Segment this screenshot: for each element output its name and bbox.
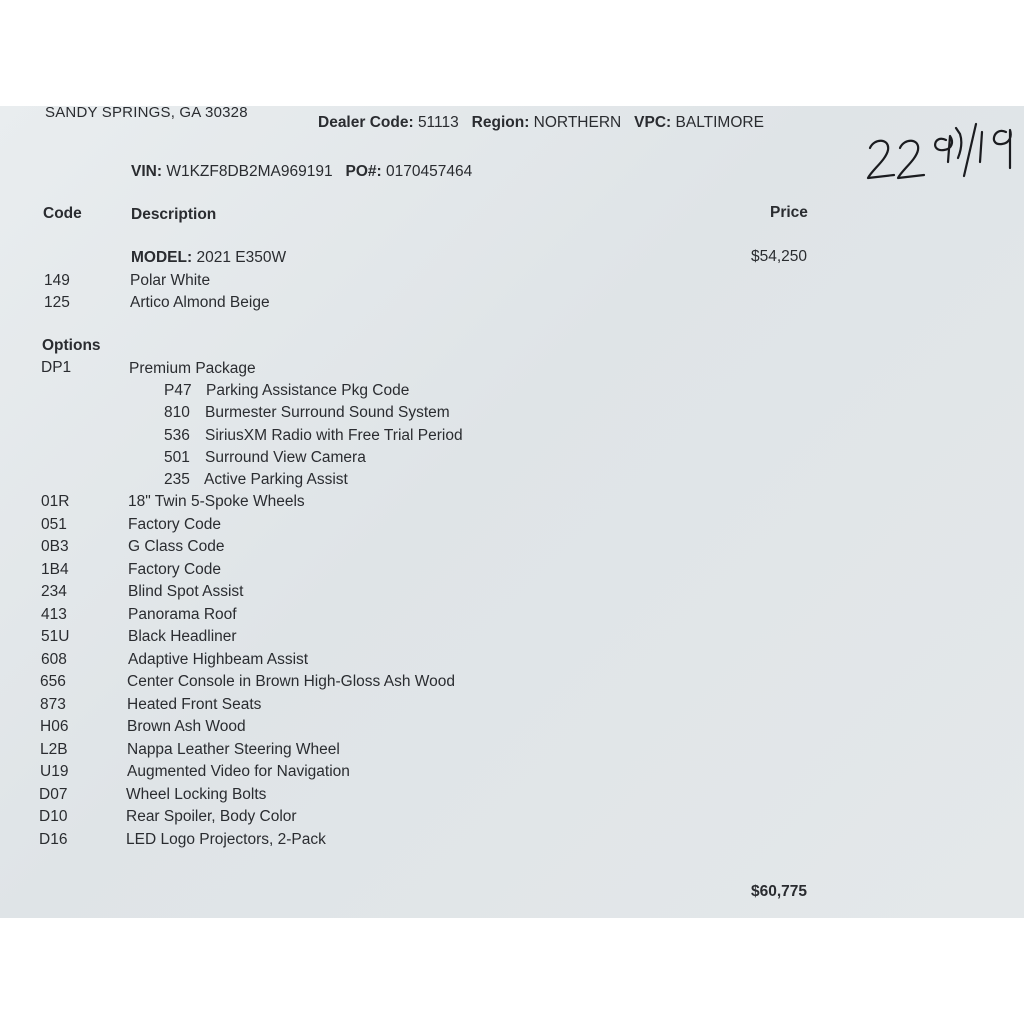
column-header-description: Description xyxy=(131,206,217,223)
handwritten-note-drawing xyxy=(864,118,1024,184)
package-item-code: 536 xyxy=(164,427,190,444)
base-item-description: Artico Almond Beige xyxy=(130,294,270,311)
vin-po-line xyxy=(131,163,472,181)
vin-label: VIN: xyxy=(131,163,162,180)
package-item-code: 810 xyxy=(164,404,190,421)
model-price: $54,250 xyxy=(751,248,808,265)
dealer-info-line xyxy=(318,114,764,132)
package-item-description: Surround View Camera xyxy=(205,449,366,466)
dealer-address: SANDY SPRINGS, GA 30328 xyxy=(45,106,248,121)
option-description: Wheel Locking Bolts xyxy=(126,786,267,803)
po-label: PO#: xyxy=(345,163,382,180)
package-code: DP1 xyxy=(41,359,72,376)
option-code: 01R xyxy=(41,493,70,510)
option-code: 234 xyxy=(41,583,67,600)
option-description: Factory Code xyxy=(128,516,222,533)
package-item-description: SiriusXM Radio with Free Trial Period xyxy=(205,427,463,444)
option-description: Center Console in Brown High-Gloss Ash Wood xyxy=(127,673,455,690)
option-description: Black Headliner xyxy=(128,628,237,645)
region-value: NORTHERN xyxy=(533,114,622,131)
total-price: $60,775 xyxy=(751,883,808,900)
model-label: MODEL: xyxy=(131,249,193,266)
base-item-code: 149 xyxy=(44,272,70,289)
column-header-price: Price xyxy=(770,204,808,221)
option-code: 051 xyxy=(41,516,67,533)
option-description: Panorama Roof xyxy=(128,606,237,623)
option-description: Factory Code xyxy=(128,561,222,578)
option-description: Heated Front Seats xyxy=(127,696,262,713)
option-code: D07 xyxy=(39,786,68,803)
dealer-code-value: 51113 xyxy=(417,114,459,131)
option-code: 1B4 xyxy=(41,561,69,578)
option-code: 0B3 xyxy=(41,538,69,555)
option-description: Blind Spot Assist xyxy=(128,583,244,600)
package-item-code: 235 xyxy=(164,471,190,488)
option-code: L2B xyxy=(40,741,68,758)
window-sticker-document xyxy=(0,106,1024,918)
option-code: 656 xyxy=(40,673,66,690)
vpc-value: BALTIMORE xyxy=(675,114,764,131)
option-description: Rear Spoiler, Body Color xyxy=(126,808,297,825)
column-header-code: Code xyxy=(43,205,82,222)
option-description: Nappa Leather Steering Wheel xyxy=(127,741,340,758)
option-description: 18" Twin 5-Spoke Wheels xyxy=(128,493,305,510)
package-item-description: Burmester Surround Sound System xyxy=(205,404,450,421)
option-code: H06 xyxy=(40,718,69,735)
region-label: Region: xyxy=(471,114,530,131)
option-code: U19 xyxy=(40,763,69,780)
option-description: Brown Ash Wood xyxy=(127,718,246,735)
options-section-label: Options xyxy=(42,337,101,354)
option-code: D10 xyxy=(39,808,68,825)
package-item-code: P47 xyxy=(164,382,192,399)
option-description: LED Logo Projectors, 2-Pack xyxy=(126,831,326,848)
package-description: Premium Package xyxy=(129,360,256,377)
option-description: Adaptive Highbeam Assist xyxy=(128,651,309,668)
option-code: 51U xyxy=(41,628,70,645)
dealer-code-label: Dealer Code: xyxy=(318,114,414,131)
vpc-label: VPC: xyxy=(634,114,672,131)
vin-value: W1KZF8DB2MA969191 xyxy=(166,163,333,180)
option-code: 608 xyxy=(41,651,67,668)
po-value: 0170457464 xyxy=(386,163,473,180)
option-code: 413 xyxy=(41,606,67,623)
option-code: 873 xyxy=(40,696,66,713)
package-item-description: Parking Assistance Pkg Code xyxy=(206,382,410,399)
package-item-code: 501 xyxy=(164,449,190,466)
base-item-description: Polar White xyxy=(130,272,211,289)
option-code: D16 xyxy=(39,831,68,848)
model-value: 2021 E350W xyxy=(196,249,287,266)
model-line xyxy=(131,249,286,267)
base-item-code: 125 xyxy=(44,294,70,311)
package-item-description: Active Parking Assist xyxy=(204,471,348,488)
option-description: Augmented Video for Navigation xyxy=(127,763,350,780)
option-description: G Class Code xyxy=(128,538,225,555)
